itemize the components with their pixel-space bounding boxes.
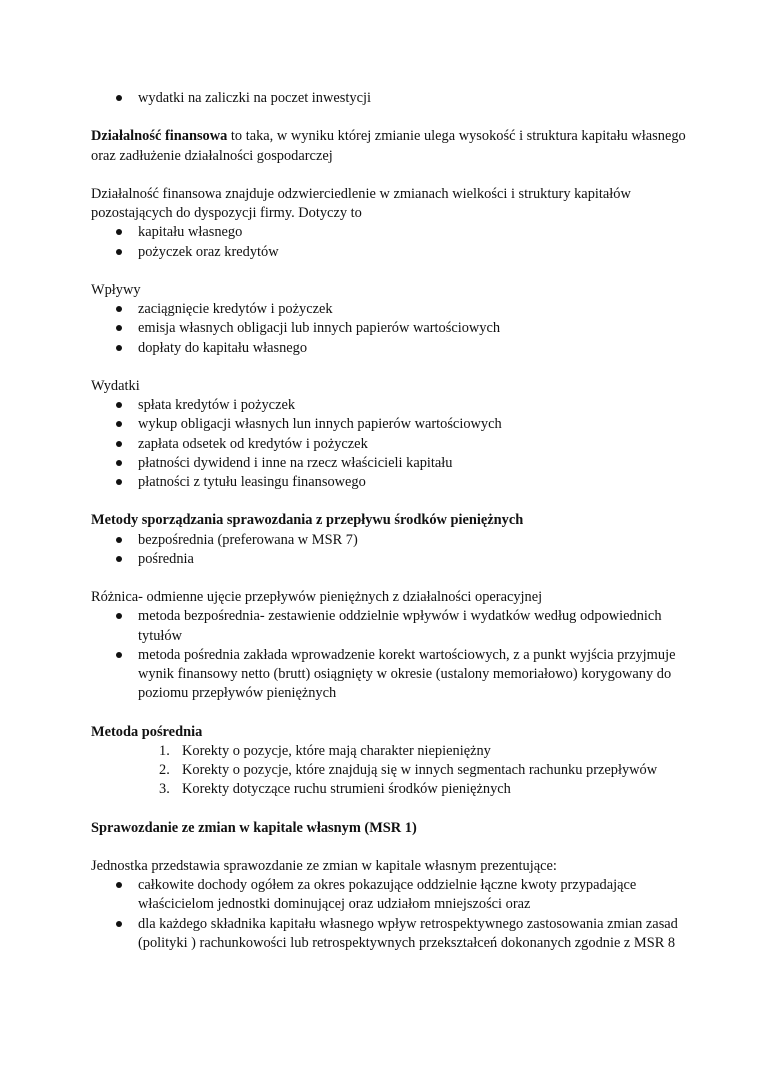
list-item: emisja własnych obligacji lub innych papierów wartościowych: [91, 319, 691, 338]
financing-bullet-list: [91, 223, 691, 261]
financing-reflection-text: Działalność finansowa znajduje odzwierciedlenie w zmianach wielkości i struktury kapitałów pozostających do dyspozycji firmy. Dotyczy to: [91, 185, 631, 222]
bullet-icon: [116, 882, 122, 888]
difference-text: Różnica- odmienne ujęcie przepływów pieniężnych z działalności operacyjnej: [91, 589, 543, 606]
bullet-icon: [116, 613, 122, 619]
bullet-icon: [116, 306, 122, 312]
list-item: dopłaty do kapitału własnego: [91, 339, 691, 358]
list-item: pośrednia: [91, 550, 691, 569]
list-item: spłata kredytów i pożyczek: [91, 396, 691, 415]
bullet-icon: [116, 652, 122, 658]
outflows-label: Wydatki: [91, 377, 140, 394]
bullet-icon: [116, 402, 122, 408]
list-item: zaciągnięcie kredytów i pożyczek: [91, 300, 691, 319]
list-item: wykup obligacji własnych lun innych papierów wartościowych: [91, 415, 691, 434]
difference-bullet-list: [91, 607, 691, 703]
inflows-label: Wpływy: [91, 281, 141, 298]
bullet-icon: [116, 325, 122, 331]
bullet-icon: [116, 421, 122, 427]
intro-bullet-list: [91, 89, 691, 108]
equity-heading: Sprawozdanie ze zmian w kapitale własnym (MSR 1): [91, 819, 417, 836]
list-item: metoda pośrednia zakłada wprowadzenie korekt wartościowych, z a punkt wyjścia przyjmuje wynik finansowy netto (brutt) osiągnięty w okresie (ustalony memoriałowo) korygowany do poziomu przepływów pieniężnych: [91, 646, 691, 704]
indirect-numbered-list: [91, 742, 691, 800]
list-item: całkowite dochody ogółem za okres pokazujące oddzielnie łączne kwoty przypadające właścicielom jednostki dominującej oraz udziałom mniejszości oraz: [91, 876, 691, 914]
list-item: płatności z tytułu leasingu finansowego: [91, 473, 691, 492]
methods-heading: Metody sporządzania sprawozdania z przepływu środków pieniężnych: [91, 512, 524, 529]
list-item: wydatki na zaliczki na poczet inwestycji: [91, 89, 691, 108]
equity-text: Jednostka przedstawia sprawozdanie ze zmian w kapitale własnym prezentujące:: [91, 857, 557, 874]
bullet-icon: [116, 479, 122, 485]
list-item: pożyczek oraz kredytów: [91, 243, 691, 262]
bullet-icon: [116, 460, 122, 466]
list-item: kapitału własnego: [91, 223, 691, 242]
list-item: 3. Korekty dotyczące ruchu strumieni środków pieniężnych: [159, 781, 511, 798]
financing-definition: Działalność finansowa to taka, w wyniku której zmianie ulega wysokość i struktura kapitału własnego oraz zadłużenie działalności gospodarczej: [91, 128, 686, 164]
bullet-icon: [116, 556, 122, 562]
bullet-icon: [116, 441, 122, 447]
document-page: [91, 89, 691, 953]
bullet-icon: [116, 95, 122, 101]
list-item: płatności dywidend i inne na rzecz właścicieli kapitału: [91, 454, 691, 473]
list-item: dla każdego składnika kapitału własnego wpływ retrospektywnego zastosowania zmian zasad (polityki ) rachunkowości lub retrospektywnych przekształceń dokonanych zgodnie z MSR 8: [91, 915, 691, 953]
bullet-icon: [116, 921, 122, 927]
list-item: 1. Korekty o pozycje, które mają charakter niepieniężny: [159, 742, 491, 759]
bullet-icon: [116, 537, 122, 543]
bullet-icon: [116, 229, 122, 235]
equity-bullet-list: [91, 876, 691, 953]
financing-term: Działalność finansowa: [91, 128, 228, 145]
list-item: 2. Korekty o pozycje, które znajdują się w innych segmentach rachunku przepływów: [159, 762, 658, 778]
list-item: bezpośrednia (preferowana w MSR 7): [91, 531, 691, 550]
outflows-bullet-list: [91, 396, 691, 492]
methods-bullet-list: [91, 531, 691, 569]
indirect-method-heading: Metoda pośrednia: [91, 723, 203, 740]
list-item: zapłata odsetek od kredytów i pożyczek: [91, 435, 691, 454]
list-item: metoda bezpośrednia- zestawienie oddzielnie wpływów i wydatków według odpowiednich tytułów: [91, 607, 691, 645]
inflows-bullet-list: [91, 300, 691, 358]
bullet-icon: [116, 249, 122, 255]
bullet-icon: [116, 345, 122, 351]
